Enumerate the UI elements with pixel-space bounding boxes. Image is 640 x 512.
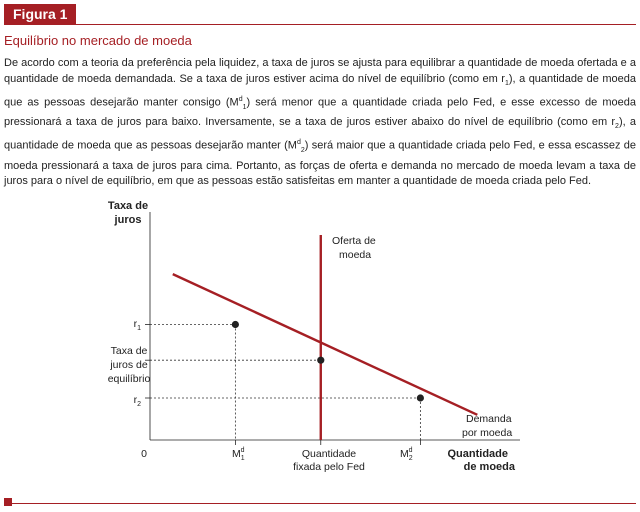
x-tick-m1: $M_1d$ (232, 447, 245, 462)
supply-label-line2: moeda (339, 249, 372, 261)
demand-label-line2: por moeda (462, 427, 513, 439)
equilibrium-point (317, 357, 324, 364)
origin-label: 0 (141, 448, 147, 460)
y-tick-r1: $r_1$ (133, 318, 141, 332)
r2-point (417, 394, 424, 401)
y-tick-equilibrium-line1: Taxa de (110, 345, 148, 357)
figure-title: Equilíbrio no mercado de moeda (4, 33, 192, 48)
y-tick-marks (145, 325, 420, 446)
x-tick-quantity-line1: Quantidade (301, 448, 357, 460)
footer-rule (12, 503, 636, 504)
y-tick-equilibrium-line2: juros de (110, 359, 148, 371)
y-axis-label-line1: Taxa de (107, 200, 149, 212)
figure-caption: De acordo com a teoria da preferência pela liquidez, a taxa de juros se ajusta para equilibrar a quantidade de moeda ofertada e a quantidade de moeda demandada. Se a taxa de juros estiver acima do nível de equilíbrio (como em $r_1$), a quantidade de moeda que as pessoas desejarão manter consigo $(M^d_1)$ será menor que a quantidade criada pelo Fed, e esse excesso de moeda pressionará a taxa de juros para baixo. Inversamente, se a taxa de juros estiver abaixo do nível de equilíbrio (como em $r_2$), a quantidade de moeda que as pessoas desejarão manter $(M^d_2)$ será maior que a quantidade criada pelo Fed, e essa escassez de moeda pressionará a taxa de juros para cima. Portanto, as forças de oferta e demanda no mercado de moeda levam a taxa de juros para o nível de equilíbrio, em que as pessoas estão satisfeitas em manter a quantidade de moeda criada pelo Fed. (4, 57, 636, 188)
r1-point (232, 321, 239, 328)
y-tick-equilibrium-line3: equilíbrio (107, 373, 151, 385)
x-tick-quantity-line2: fixada pelo Fed (293, 461, 365, 473)
supply-label-line1: Oferta de (332, 235, 376, 247)
footer-marker (4, 498, 12, 506)
y-tick-r2: $r_2$ (133, 394, 141, 408)
figure-label: Figura 1 (4, 4, 76, 24)
x-axis-label-line2: de moeda (463, 461, 515, 473)
x-axis-label-line1: Quantidade (447, 448, 508, 460)
chart-points (232, 321, 424, 402)
demand-label-line1: Demanda (466, 413, 512, 425)
dashed-guides (150, 325, 420, 441)
money-demand-line (173, 274, 478, 415)
x-tick-m2: $M_2d$ (400, 447, 413, 462)
y-axis-label-line2: juros (114, 214, 142, 226)
